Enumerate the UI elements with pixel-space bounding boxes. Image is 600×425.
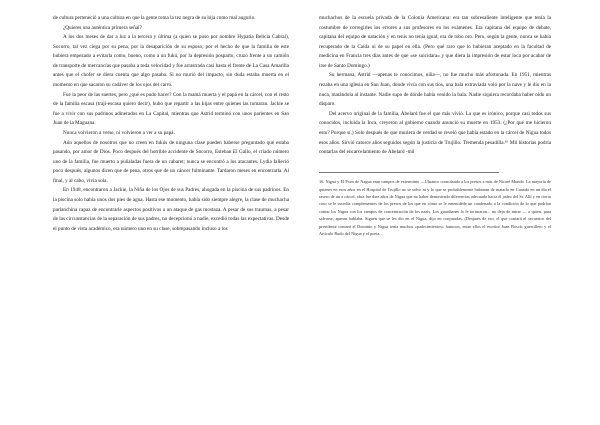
left-paragraph: En 1948, encontraron a Jackie, la Niña de los Ojos de sus Padres, ahogada en la piscina de sus padrinos. En la piscina solo había unos dos pies de agua. Hasta ese momento, había sido siempre alegre, la clase de muchacha parlanchina capaz de encontrarle aspectos positivos a un ataque de gas mostaza. A pesar de sus traumas, a pesar de las circunstancias de la separación de sus padres, no decepcionó a nadie, excedió todas las expectativas. Desde el punto de vista académico, era número uno en su clase, sobrepasando incluso a los <box>53 187 289 232</box>
left-paragraph: de cultura perteneció a una cultura en que la gente toma la tez negra de su hija como mal augurio. <box>53 15 256 21</box>
left-paragraph: Aún aquellos de nosotros que no creen en fukús de ninguna clase pueden haberse preguntado qué estaba pasando, por amor de Dios. Poco después del horrible accidente de Socorro, Esteban El Gallo, el criado número uno de la familia, fue muerto a puñaladas fuera de un cabaret; nunca se encontró a los atacantes. Lydia falleció poco después, algunos dicen que de pena, otros que de un cáncer fulminante. Tardaron meses en encontrarla. Al final, y al cabo, vivía sola. <box>53 139 289 184</box>
footnote-divider <box>319 172 499 173</box>
left-paragraph: ¿Quieres una auténtica primera señal? <box>63 24 142 31</box>
right-paragraph: Su hermana, Astrid —apenas te conocimos, niña—, no fue mucho más afortunada. En 1951, mientras rezaba en una iglesia en San Juan, donde vivía con sus tíos, una bala extraviada voló por la nave y le dio en la nuca, matándola al instante. Nadie supo de dónde había venido la bala. Nadie siquiera recordaba haber oído un disparo. <box>319 72 551 108</box>
left-paragraph: Nunca volvieron a verse, ni volvieron a ver a su papá. <box>63 129 175 136</box>
left-paragraph: A los dos meses de dar a luz a la tercera y última (a quien se puso por nombre Hypatia Belicia Cabral), Socorro, tal vez ciega por su pena, por la desaparición de su esposo, por el hecho de que la familia de este hubiera empezado a evitarla como, bueno, como a un fukú, por la depresión posparto, cruzó frente a un camión de transporte de mercancías que pasaba a toda velocidad y fue arrastrada casi hasta el frente de La Casa Amarilla antes que el chofer se diera cuenta que algo pasaba. Si no murió del impacto, sin duda estaba muerta en el momento en que sacaron su cadáver de los ojos del carro. <box>53 34 289 89</box>
footnote: 16. Nigua y El Pozo de Nagua eran campos de exterminio —Uluanco consolando a los presos a más de Nicaré Mundo. La mayoría de quienes en esos años en el Hospital de Trujillo no se salvo ni y lo que se probablemente habiaran de matarlo en Cuando en un día el rasero de un a cárcel, obra fue diez años de Nigua que no haber demostrado diferencias adecuada hacia él jadeo del Sr. Allí y en cierto caso se le sucedía complementos de los presos de los que en cómo se le entenidéde un condenado a la condición de lo que podrían contar los Nigua con los campos de concentración de los nazis. Los guardianes lo le torturaron... no deja de mirar — a quien, para salvarse, apenas hablaba. Siguen que se les dio en el Nigua, dijo en conjuradas. (Después de eso, el que contará el secuestro del presidente contará el Dominio y Nigua tenía muchos «padecimientos» famosos, entre ellos el escritor Juan Bosch, guerrillero y el Artículo Rudo del Nigua y el poeta... <box>319 179 551 237</box>
right-paragraph: Del acervo original de la familia, Abelard fue el que más vivió. La que es irónico, porque casi todos sus conocidos, incluida la Inca, creyeron al gobierno cuando anunció su muerte en 1953. (¿Por qué me hicieron esto? Porque sí.) Solo después de que muriera de verdad se reveló que había estado en la cárcel de Nigua todos esos años. Sirvió catorce años seguidos según la justicia de Trujillo. Tremenda pesadilla.¹⁶ Mil historias podría contarlas del encarcelamiento de Abelard -mil <box>319 110 551 156</box>
left-paragraph: Fue la peor de las suertes, pero ¿qué es pudo hacer? Con la mamá muerta y el papá en la cárcel, con el resto de la familia escasa (traji-escasa quiero decir), hubo que repartir a las hijas entre quienes las tomaran. Jackie se fue a vivir con sus padrinos adinerados en La Capital, mientras que Astrid terminó con unos parientes en San Juan de la Maguana. <box>53 91 289 127</box>
left-page <box>53 14 289 234</box>
right-paragraph: muchachos de la escuela privada de la Colonia Americana: era tan sobresaliente inteligente que tenía la costumbre de corregirles los errores a sus profesores en los exámenes. Era capitana del equipo de debate, capitana del equipo de natación y en tenis no tenía igual; era de tobo oro. Pero, según la gente, nunca se había recuperado de la Caída ni de su papel en ella. (Pero qué raro que lo hubieran aceptado en la facultad de medicina en Francia tres días antes de que «se suicidara» y que diera la impresión de estar loca por acabar de irse de Santo Domingo.) <box>319 15 551 69</box>
right-page <box>319 14 551 238</box>
